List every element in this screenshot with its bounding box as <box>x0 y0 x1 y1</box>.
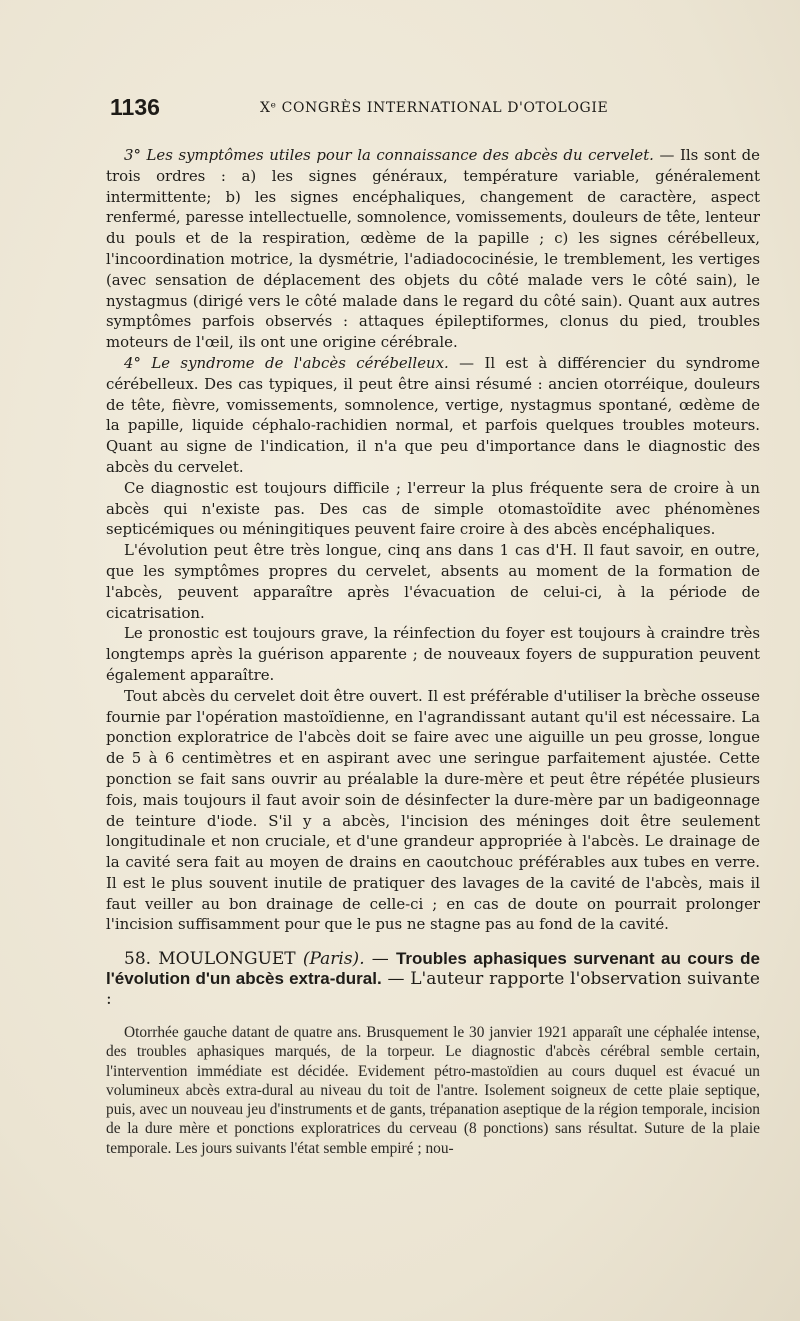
paragraph-syndrome <box>106 353 760 478</box>
page-number: 1136 <box>110 94 160 120</box>
paragraph-prognosis: Le pronostic est toujours grave, la réinfection du foyer est toujours à craindre très longtemps après la guérison apparente ; de nouveaux foyers de suppuration peuvent également apparaître. <box>106 624 760 684</box>
paragraph-text: — Il est à différencier du syndrome cérébelleux. Des cas typiques, il peut être ainsi résumé : ancien otorréique, douleurs de tête, fièvre, vomissements, somnolence, vertige, nystagmus spontané, œdème de la papille, liquide céphalo-rachidien normal, et parfois quelques troubles moteurs. Quant au signe de l'indication, il n'a que peu d'importance dans le diagnostic des abcès du cervelet. <box>106 353 760 476</box>
page-header <box>110 94 760 122</box>
communication-heading <box>106 949 760 1009</box>
paragraph-treatment: Tout abcès du cervelet doit être ouvert. Il est préférable d'utiliser la brèche osseuse fournie par l'opération mastoïdienne, en l'agrandissant autant qu'il est nécessaire. La ponction exploratrice de l'abcès doit se faire avec une aiguille un peu grosse, longue de 5 à 6 centimètres et en aspirant avec une seringue parfaitement ajustée. Cette ponction se fait sans ouvrir au préalable la dure-mère et peut être répétée plusieurs fois, mais toujours il faut avoir soin de désinfecter la dure-mère par un badigeonnage de teinture d'iode. S'il y a abcès, l'incision des méninges doit être seulement longitudinale et non cruciale, et d'une grandeur appropriée à l'abcès. Le drainage de la cavité sera fait au moyen de drains en caoutchouc préférables aux tubes en verre. Il est le plus souvent inutile de pratiquer des lavages de la cavité de l'abcès, mais il faut veiller au bon drainage de celle-ci ; en cas de doute on pourrait prolonger l'incision suffisamment pour que le pus ne stagne pas au fond de la cavité. <box>106 686 760 934</box>
communication-number: 58. <box>124 949 152 970</box>
author-city: (Paris). <box>302 949 365 970</box>
communication-intro: — L'auteur rapporte l'observation suivante : <box>106 969 760 1010</box>
paragraph-diagnostic: Ce diagnostic est toujours difficile ; l'erreur la plus fréquente sera de croire à un abcès qui n'existe pas. Des cas de simple otomastoïdite avec phénomènes septicémiques ou méningitiques peuvent faire croire à des abcès encéphaliques. <box>106 478 760 539</box>
paragraph-symptoms <box>106 145 760 353</box>
paragraph-evolution: L'évolution peut être très longue, cinq ans dans 1 cas d'H. Il faut savoir, en outre, que les symptômes propres du cervelet, absents au moment de la formation de l'abcès, peuvent apparaître après l'évacuation de celui-ci, à la période de cicatrisation. <box>106 541 760 622</box>
section-lead: 4° Le syndrome de l'abcès cérébelleux. <box>124 353 449 372</box>
paragraph-text: — Ils sont de trois ordres : a) les signes généraux, température variable, généralement intermittente; b) les signes encéphaliques, changement de caractère, aspect renfermé, paresse intellectuelle, somnolence, vomissements, douleurs de tête, lenteur du pouls et de la respiration, œdème de la papille ; c) les signes cérébelleux, l'incoordination motrice, la dysmétrie, l'adiadococinésie, le tremblement, les vertiges (avec sensation de déplacement des objets du côté malade vers le côté sain), le nystagmus (dirigé vers le côté malade dans le regard du côté sain). Quant aux autres symptômes parfois observés : attaques épileptiformes, clonus du pied, troubles moteurs de l'œil, ils ont une origine cérébrale. <box>106 146 760 352</box>
author-name: MOULONGUET <box>158 949 296 970</box>
case-report: Otorrhée gauche datant de quatre ans. Brusquement le 30 janvier 1921 apparaît une céphalée intense, des troubles aphasiques marqués, de la torpeur. Le diagnostic d'abcès cérébral semble certain, l'intervention immédiate est décidée. Evidement pétro-mastoïdien au cours duquel est évacué un volumineux abcès extra-dural au niveau du toit de l'antre. Isolement soigneux de cette plaie septique, puis, avec un nouveau jeu d'instruments et de gants, trépanation aseptique de la région temporale, incision de la dure mère et ponctions exploratrices du cerveau (8 ponctions) sans résultat. Suture de la plaie temporale. Les jours suivants l'état semble empiré ; nou- <box>106 1024 760 1157</box>
communication-title: Troubles aphasiques survenant au cours de l'évolution d'un abcès extra-dural. <box>106 949 760 989</box>
section-lead: 3° Les symptômes utiles pour la connaissance des abcès du cervelet. <box>124 146 654 164</box>
running-head: Xᵉ CONGRÈS INTERNATIONAL D'OTOLOGIE <box>260 100 609 116</box>
page-body <box>106 145 760 1158</box>
heading-dash: — <box>364 949 396 970</box>
